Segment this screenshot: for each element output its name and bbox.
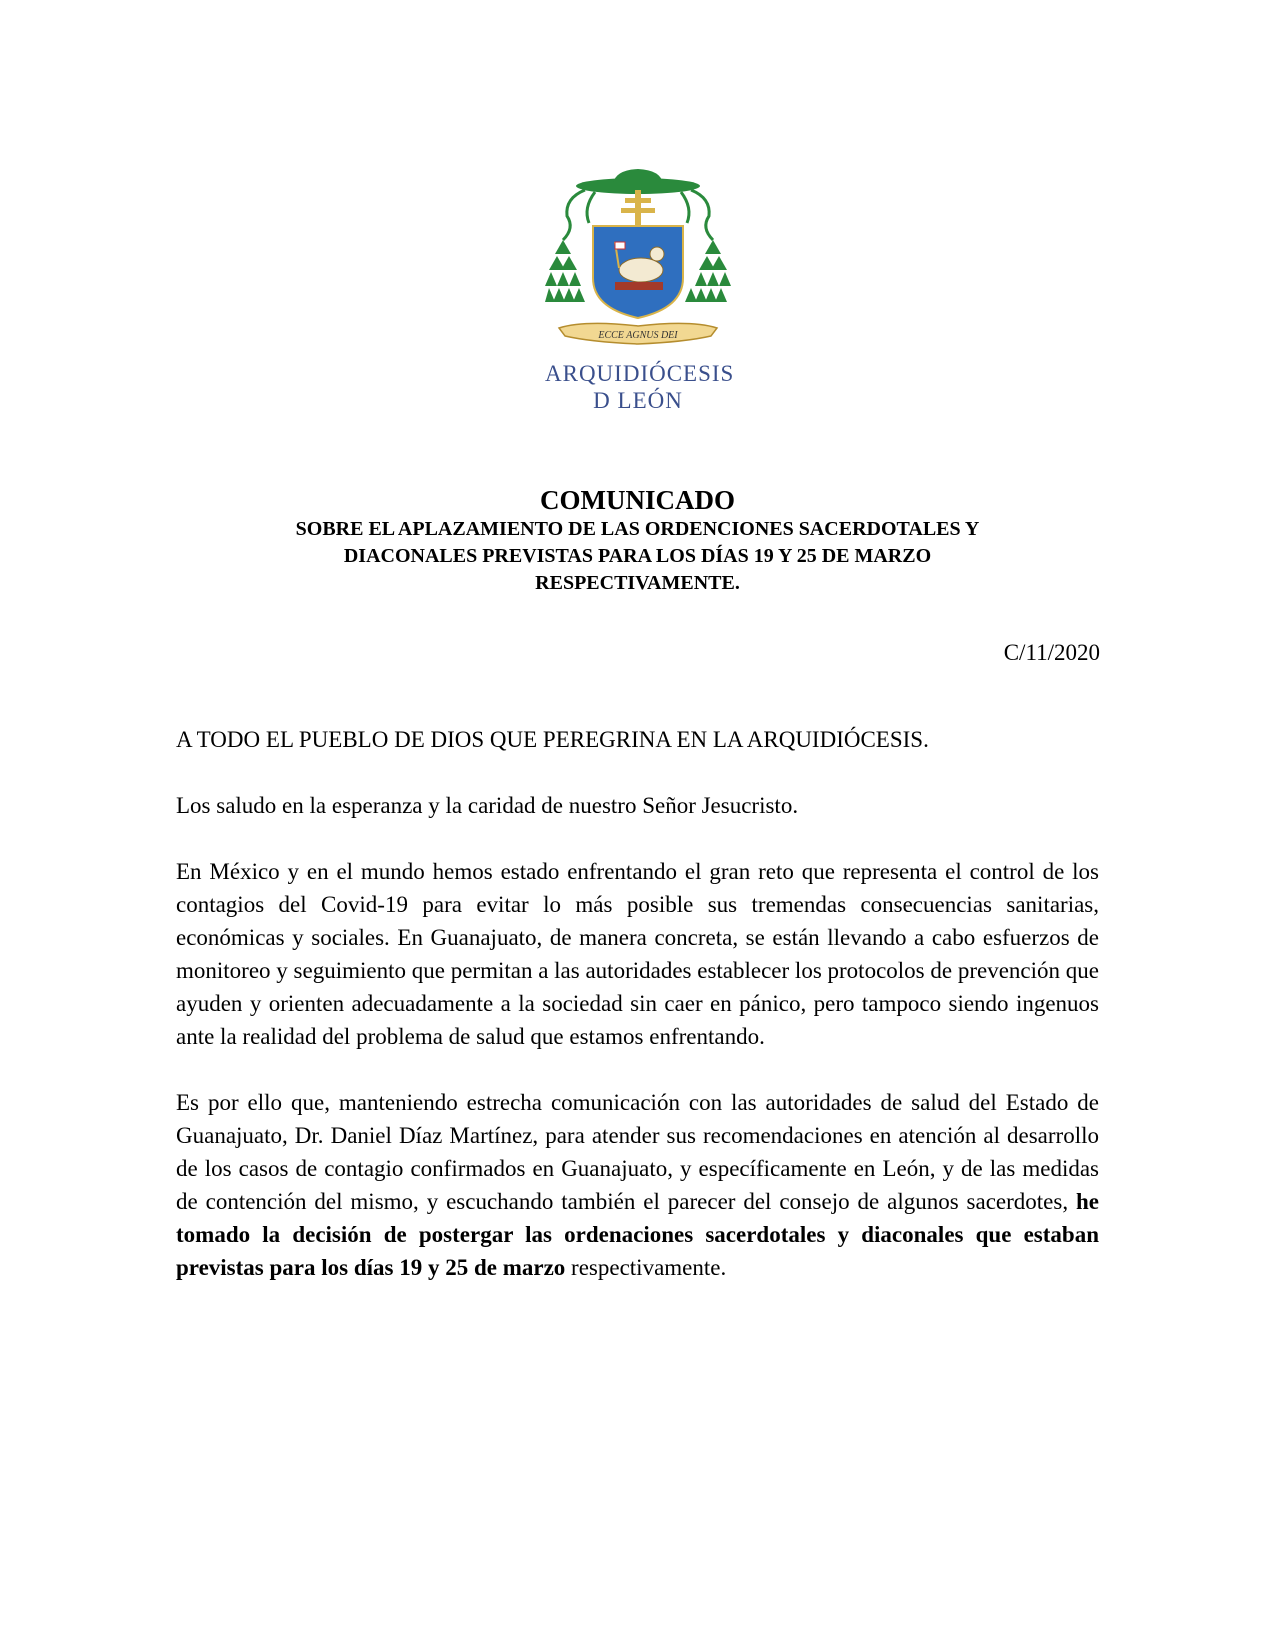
document-header [180, 485, 1095, 596]
logo-name-line1: ARQUIDIÓCESIS [545, 361, 735, 386]
paragraph-1: En México y en el mundo hemos estado enfrentando el gran reto que representa el control de los contagios del Covid-19 para evitar lo más posible sus tremendas consecuencias sanitarias, económicas y sociales. En Guanajuato, de manera concreta, se están llevando a cabo esfuerzos de monitoreo y seguimiento que permitan a las autoridades establecer los protocolos de prevención que ayuden y orienten adecuadamente a la sociedad sin caer en pánico, pero tampoco siendo ingenuos ante la realidad del problema de salud que estamos enfrentando. [176, 859, 1099, 1049]
motto-text: ECCE AGNUS DEI [598, 330, 678, 341]
coat-of-arms-image [545, 168, 731, 358]
paragraph-2-end: respectivamente. [565, 1255, 727, 1280]
document-title: COMUNICADO [540, 485, 735, 515]
paragraph-2 [176, 1086, 1099, 1284]
paragraph-2-start: Es por ello que, manteniendo estrecha comunicación con las autoridades de salud del Estado de Guanajuato, Dr. Daniel Díaz Martínez, para atender sus recomendaciones en atención al desarrollo de los casos de contagio confirmados en Guanajuato, y específicamente en León, y de las medidas de contención del mismo, y escuchando también el parecer del consejo de algunos sacerdotes, [176, 1090, 1099, 1214]
subtitle-line-1: SOBRE EL APLAZAMIENTO DE LAS ORDENCIONES SACERDOTALES Y [295, 518, 980, 540]
address-line: A TODO EL PUEBLO DE DIOS QUE PEREGRINA EN LA ARQUIDIÓCESIS. [176, 727, 929, 752]
document-reference-number: C/11/2020 [1003, 640, 1100, 665]
paragraph-2-decision: he tomado la decisión de postergar las ordenaciones sacerdotales y diaconales que estaban previstas para los días 19 y 25 de marzo [176, 1189, 1099, 1280]
subtitle-line-3: RESPECTIVAMENTE. [535, 572, 740, 594]
document-body [176, 723, 1099, 1317]
subtitle-line-2: DIACONALES PREVISTAS PARA LOS DÍAS 19 Y 25 DE MARZO [343, 545, 932, 567]
logo-name-line2: D LEÓN [593, 388, 683, 413]
greeting-line: Los saludo en la esperanza y la caridad de nuestro Señor Jesucristo. [176, 793, 799, 818]
logo-wordmark [545, 361, 735, 413]
archdiocese-coat-of-arms [545, 168, 735, 426]
